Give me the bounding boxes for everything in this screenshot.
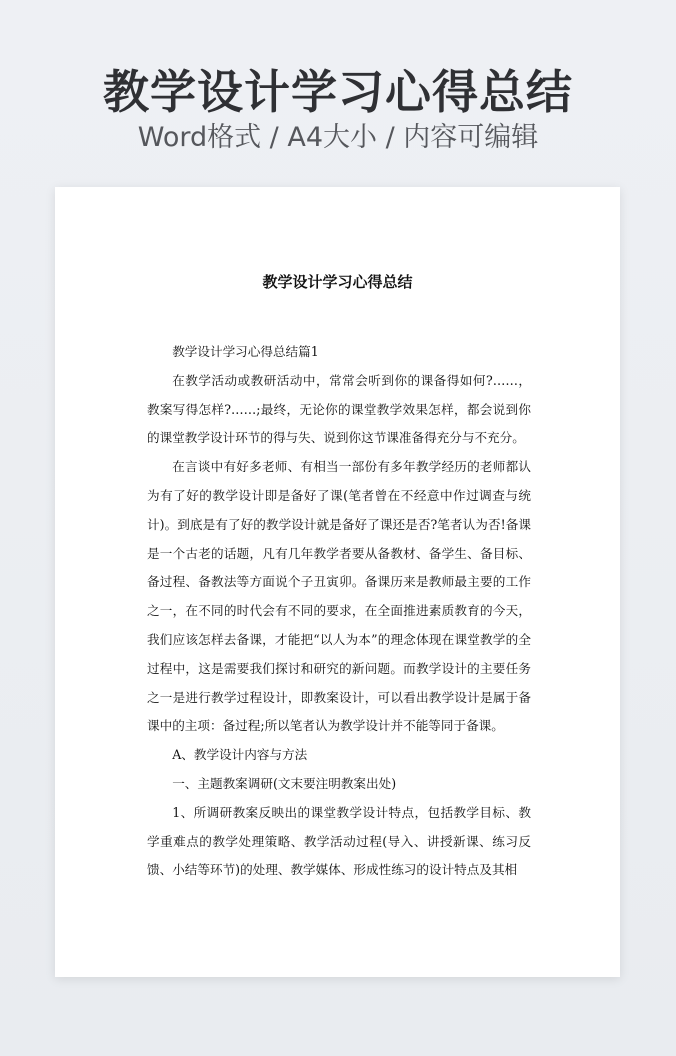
subsection-heading: 一、主题教案调研(文末要注明教案出处): [172, 775, 397, 791]
banner-title: 教学设计学习心得总结: [103, 65, 573, 119]
document-title: 教学设计学习心得总结: [262, 273, 413, 291]
paragraph: 在言谈中有好多老师、有相当一部份有多年教学经历的老师都认为有了好的教学设计即是备好了课(笔者曾在不经意中作过调查与统计)。到底是有了好的教学设计就是备好了课还是否?笔者认为否!备课是一个古老的话题，凡有几年教学者要从备教材、备学生、备目标、备过程、备教法等方面说个子丑寅卯。备课历来是教师最主要的工作之一，在不同的时代会有不同的要求，在全面推进素质教育的今天，我们应该怎样去备课，才能把“以人为本”的理念体现在课堂教学的全过程中，这是需要我们探讨和研究的新问题。而教学设计的主要任务之一是进行教学过程设计，即教案设计，可以看出教学设计是属于备课中的主项：备过程;所以笔者认为教学设计并不能等同于备课。: [147, 459, 531, 734]
paragraph: 在教学活动或教研活动中，常常会听到你的课备得如何?……，教案写得怎样?……;最终，无论你的课堂教学效果怎样，都会说到你的课堂教学设计环节的得与失、说到你这节课准备得充分与不充分。: [147, 372, 531, 446]
document-page: [55, 187, 620, 977]
section-heading: 教学设计学习心得总结篇1: [172, 344, 319, 359]
paragraph: 1、所调研教案反映出的课堂教学设计特点，包括教学目标、教学重难点的教学处理策略、教学活动过程(导入、讲授新课、练习反馈、小结等环节)的处理、教学媒体、形成性练习的设计特点及其相: [147, 804, 531, 878]
document-body: [147, 338, 531, 885]
banner-subtitle: Word格式 / A4大小 / 内容可编辑: [137, 122, 539, 153]
subsection-heading: A、教学设计内容与方法: [172, 747, 308, 763]
